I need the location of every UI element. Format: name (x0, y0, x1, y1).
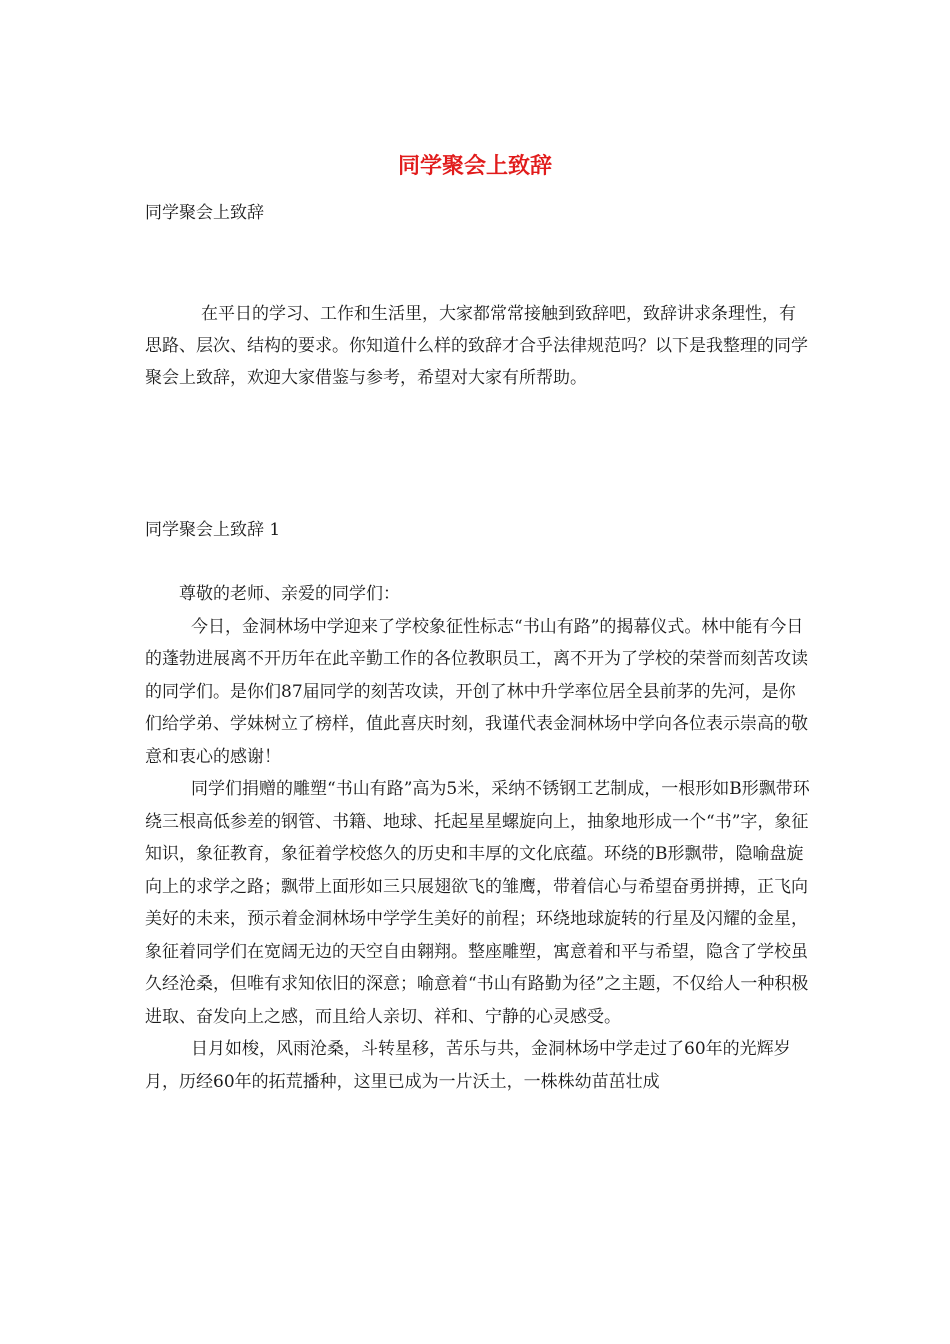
body-paragraph: 今日，金洞林场中学迎来了学校象征性标志“书山有路”的揭幕仪式。林中能有今日的蓬勃进展离不开历年在此辛勤工作的各位教职员工，离不开为了学校的荣誉而刻苦攻读的同学们。是你们87届同学的刻苦攻读，开创了林中升学率位居全县前茅的先河，是你们给学弟、学妹树立了榜样，值此喜庆时刻，我谨代表金洞林场中学向各位表示崇高的敬意和衷心的感谢！ (145, 616, 808, 767)
body-paragraph: 同学们捐赠的雕塑“书山有路”高为5米，采纳不锈钢工艺制成，一根形如B形飘带环绕三根高低参差的钢管、书籍、地球、托起星星螺旋向上，抽象地形成一个“书”字，象征知识，象征教育，象征着学校悠久的历史和丰厚的文化底蕴。环绕的B形飘带，隐喻盘旋向上的求学之路；飘带上面形如三只展翅欲飞的雏鹰，带着信心与希望奋勇拼搏，正飞向美好的未来，预示着金洞林场中学学生美好的前程；环绕地球旋转的行星及闪耀的金星，象征着同学们在宽阔无边的天空自由翱翔。整座雕塑，寓意着和平与希望，隐含了学校虽久经沧桑，但唯有求知依旧的深意；喻意着“书山有路勤为径”之主题，不仅给人一种积极进取、奋发向上之感，而且给人亲切、祥和、宁静的心灵感受。 (145, 779, 810, 1027)
greeting-line: 尊敬的老师、亲爱的同学们： (179, 584, 400, 604)
intro-paragraph: 在平日的学习、工作和生活里，大家都常常接触到致辞吧，致辞讲求条理性，有思路、层次、结构的要求。你知道什么样的致辞才合乎法律规范吗？以下是我整理的同学聚会上致辞，欢迎大家借鉴与参考，希望对大家有所帮助。 (145, 304, 808, 388)
document-subtitle: 同学聚会上致辞 (145, 203, 264, 223)
body-paragraph: 日月如梭，风雨沧桑，斗转星移，苦乐与共，金洞林场中学走过了60年的光辉岁月，历经60年的拓荒播种，这里已成为一片沃土，一株株幼苗茁壮成 (145, 1039, 791, 1092)
document-title: 同学聚会上致辞 (397, 153, 552, 179)
section-heading: 同学聚会上致辞 1 (145, 520, 281, 540)
speech-body (145, 578, 810, 1098)
